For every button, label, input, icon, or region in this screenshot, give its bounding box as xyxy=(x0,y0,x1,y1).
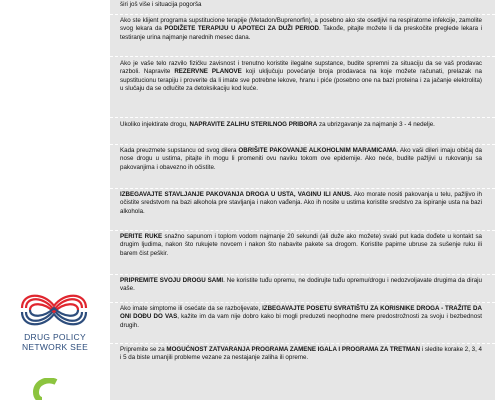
advice-item-9 xyxy=(120,346,482,363)
advice-item-4 xyxy=(120,147,482,172)
advice-text: Ako imate simptome ili osećate da se razboljevate, xyxy=(120,305,263,312)
logo-text-line1: DRUG POLICY xyxy=(24,332,86,342)
divider xyxy=(110,144,495,146)
advice-emphasis: NAPRAVITE ZALIHU STERILNOG PRIBORA xyxy=(189,121,318,128)
advice-item-7 xyxy=(120,277,482,294)
divider xyxy=(110,343,495,345)
advice-emphasis: IZBEGAVAJTE POSETU SVRATIŠTU ZA KORISNIKE DROGA - TRAŽITE DA ONI DOĐU DO VAS xyxy=(120,305,482,321)
advice-item-1 xyxy=(120,17,482,42)
advice-text: . Ako vaši dileri imaju običaj da nose drogu u ustima, pitajte ih mogu li promeniti ovu naviku tokom ove epidemije. Ako neće, budite pažljivi u rukovanju sa pakovanjima i obavezno ih očistite. xyxy=(120,147,482,171)
advice-item-6 xyxy=(120,233,482,258)
advice-text: . Ne koristite tuđu opremu, ne dodirujte tuđu opremu/drogu i nedozvoljavate drugima da diraju vaše. xyxy=(120,277,483,293)
advice-text: Ako ste klijent programa supstitucione terapije (Metadon/Buprenorfin), a posebno ako ste osetljivi na respiratorne infekcije, zamolite svog lekara da xyxy=(120,17,482,33)
advice-text: Ako morate nositi pakovanja u telu, pažljivo ih očistite sredstvom na bazi alkohola pre stavljanja i nakon vađenja. Ako ih nosite u ustima koristite sredstvo za ispiranje usta na bazi alkohola. xyxy=(120,191,483,215)
advice-text: snažno sapunom i toplom vodom najmanje 20 sekundi (ali duže ako možete) svaki put kada dođete u kontakt sa drugim ljudima, nakon što rukujete novcem i nakon što nabavite pakete sa drogom. Koristite papirne ubruse za sušenje ruku ili barem čist peškir. xyxy=(120,233,482,257)
divider xyxy=(110,230,495,232)
divider xyxy=(110,14,495,16)
divider xyxy=(110,188,495,190)
advice-item-2 xyxy=(120,60,482,94)
advice-item-5 xyxy=(120,191,482,216)
advice-text: za ubrizgavanje za najmanje 3 - 4 nedelje. xyxy=(317,121,435,128)
advice-emphasis: REZERVNE PLANOVE xyxy=(174,68,242,76)
divider xyxy=(110,302,495,304)
top-text-line: širi još više i situacija pogorša xyxy=(120,1,202,8)
logo-text-line2: NETWORK SEE xyxy=(21,342,89,352)
advice-item-3 xyxy=(120,121,482,129)
advice-emphasis: PERITE RUKE xyxy=(120,233,163,240)
advice-emphasis: PRIPREMITE SVOJU DROGU SAMI xyxy=(120,277,224,284)
advice-text: koji uključuju povećanje broja prodavaca na koje možete računati, prelazak na supstitucionu terapiju i proverite da li imate sve potrebne lekove, hranu i piće (posebno one na bazi proteina i za jačanje elektrolita) u slučaju da se odlučite za detoksikaciju kod kuće. xyxy=(120,68,482,93)
advice-text: Ukoliko injektirate drogu, xyxy=(120,121,190,128)
advice-item-8 xyxy=(120,305,482,330)
advice-text: . Takođe, pitajte možete li da preskočite preglede lekara i testiranje urina najmanje narednih mesec dana. xyxy=(120,25,482,41)
divider xyxy=(110,117,495,119)
advice-emphasis: PODIŽETE TERAPIJU U APOTECI ZA DUŽI PERIOD xyxy=(164,25,320,33)
advice-text: Ako je vaše telo razvilo fizičku zavisnost i trenutno koristite ilegalne supstance, budite spremni za situaciju da se vaš prodavac razboli. Napravite xyxy=(120,60,482,76)
advice-emphasis: MOGUĆNOST ZATVARANJA PROGRAMA ZAMENE IGALA I PROGRAMA ZA TRETMAN xyxy=(166,346,421,353)
advice-text: Kada preuzmete supstancu od svog dilera xyxy=(120,147,239,154)
partner-logo-icon xyxy=(28,378,68,400)
advice-text: i sledite korake 2, 3, 4 i 5 da biste umanjili probleme vezane za nestajanje zaliha ili opreme. xyxy=(120,346,483,362)
divider xyxy=(110,56,495,58)
advice-text: , kažite im da vam nije dobro kako bi mogli preduzeti neophodne mere predostrožnosti za svoju i bezbednost drugih. xyxy=(120,313,483,329)
advice-text: Pripremite se za xyxy=(120,346,167,353)
advice-emphasis: IZBEGAVAJTE STAVLJANJE PAKOVANJA DROGA U USTA, VAGINU ILI ANUS. xyxy=(120,191,352,198)
advice-emphasis: OBRIŠITE PAKOVANJE ALKOHOLNIM MARAMICAMA xyxy=(238,147,397,154)
divider xyxy=(110,274,495,276)
